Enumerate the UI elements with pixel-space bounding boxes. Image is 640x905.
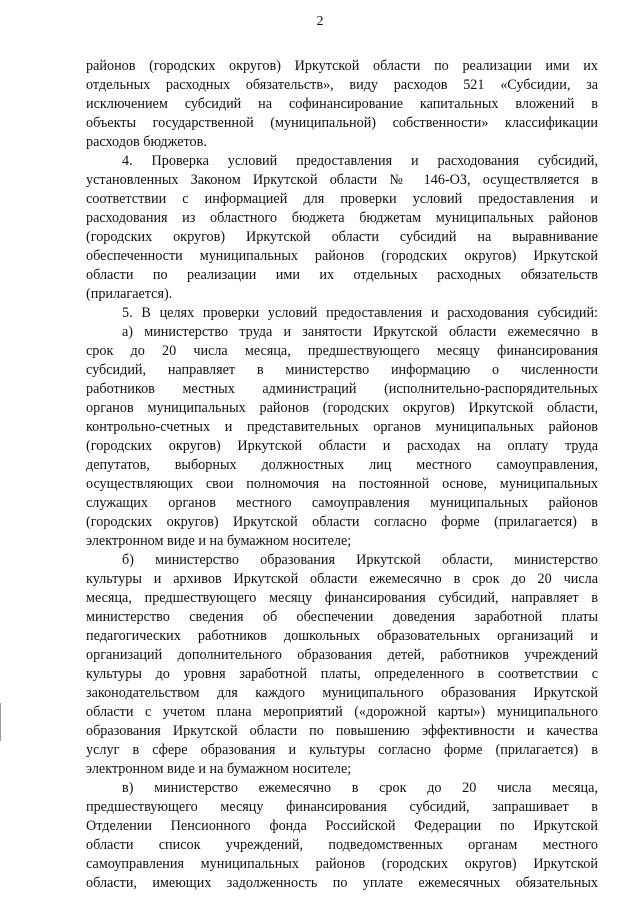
text-line: культуры до уровня заработной платы, определенного в соответствии с	[86, 666, 598, 682]
text-line: законодательством для каждого муниципального образования Иркутской	[86, 685, 598, 701]
text-line: районов (городских округов) Иркутской области по реализации ими их	[86, 58, 598, 74]
text-line: педагогических работников дошкольных образовательных организаций и	[86, 628, 598, 644]
text-line: культуры и архивов Иркутской области ежемесячно в срок до 20 числа	[86, 571, 598, 587]
text-line: исключением субсидий на софинансирование капитальных вложений в	[86, 96, 598, 112]
text-line: предшествующего месяцу финансирования субсидий, запрашивает в	[86, 799, 598, 815]
text-line: электронном виде и на бумажном носителе;	[86, 761, 352, 777]
text-line: обеспеченности муниципальных районов (городских округов) Иркутской	[86, 248, 598, 264]
text-line: органов муниципальных районов (городских округов) Иркутской области,	[86, 400, 598, 416]
text-line: образования Иркутской области по повышению эффективности и качества	[86, 723, 598, 739]
text-line: 4. Проверка условий предоставления и расходования субсидий,	[122, 153, 598, 169]
text-line: депутатов, выборных должностных лиц местного самоуправления,	[86, 457, 598, 473]
text-line: соответствии с информацией для проверки условий предоставления и	[86, 191, 598, 207]
text-line: объекты государственной (муниципальной) собственности» классификации	[86, 115, 598, 131]
body-text	[86, 57, 598, 893]
text-line: служащих органов местного самоуправления муниципальных районов	[86, 495, 598, 511]
text-line: области с учетом плана мероприятий («дорожной карты») муниципального	[86, 704, 598, 720]
text-line: месяца, предшествующего месяцу финансирования субсидий, направляет в	[86, 590, 598, 606]
text-line: области список учреждений, подведомственных органам местного	[86, 837, 598, 853]
scan-edge-mark	[0, 703, 1, 741]
text-line: 5. В целях проверки условий предоставления и расходования субсидий:	[122, 305, 598, 321]
text-line: Отделении Пенсионного фонда Российской Федерации по Иркутской	[86, 818, 598, 834]
page-number: 2	[316, 14, 324, 29]
text-line: субсидий, направляет в министерство информацию о численности	[86, 362, 598, 378]
text-line: установленных Законом Иркутской области № 146-ОЗ, осуществляется в	[86, 172, 598, 188]
text-line: (городских округов) Иркутской области согласно форме (прилагается) в	[86, 514, 598, 530]
text-line: (городских округов) Иркутской области субсидий на выравнивание	[86, 229, 598, 245]
text-line: (прилагается).	[86, 286, 173, 302]
text-line: расходов бюджетов.	[86, 134, 207, 150]
text-line: самоуправления муниципальных районов (городских округов) Иркутской	[86, 856, 598, 872]
text-line: электронном виде и на бумажном носителе;	[86, 533, 352, 549]
text-line: организаций дополнительного образования детей, работников учреждений	[86, 647, 598, 663]
text-line: министерство сведения об обеспечении доведения заработной платы	[86, 609, 598, 625]
text-line: области, имеющих задолженность по уплате ежемесячных обязательных	[86, 875, 598, 891]
text-line: (городских округов) Иркутской области и расходах на оплату труда	[86, 438, 598, 454]
text-line: б) министерство образования Иркутской области, министерство	[122, 552, 598, 568]
text-line: срок до 20 числа месяца, предшествующего месяцу финансирования	[86, 343, 598, 359]
text-line: контрольно-счетных и представительных органов муниципальных районов	[86, 419, 598, 435]
text-line: осуществляющих свои полномочия на постоянной основе, муниципальных	[86, 476, 598, 492]
text-line: области по реализации ими их отдельных расходных обязательств	[86, 267, 598, 283]
text-line: услуг в сфере образования и культуры согласно форме (прилагается) в	[86, 742, 598, 758]
text-line: отдельных расходных обязательств», виду расходов 521 «Субсидии, за	[86, 77, 598, 93]
text-line: а) министерство труда и занятости Иркутской области ежемесячно в	[122, 324, 598, 340]
text-line: в) министерство ежемесячно в срок до 20 числа месяца,	[122, 780, 598, 796]
text-line: работников местных администраций (исполнительно-распорядительных	[86, 381, 598, 397]
text-line: расходования из областного бюджета бюджетам муниципальных районов	[86, 210, 598, 226]
